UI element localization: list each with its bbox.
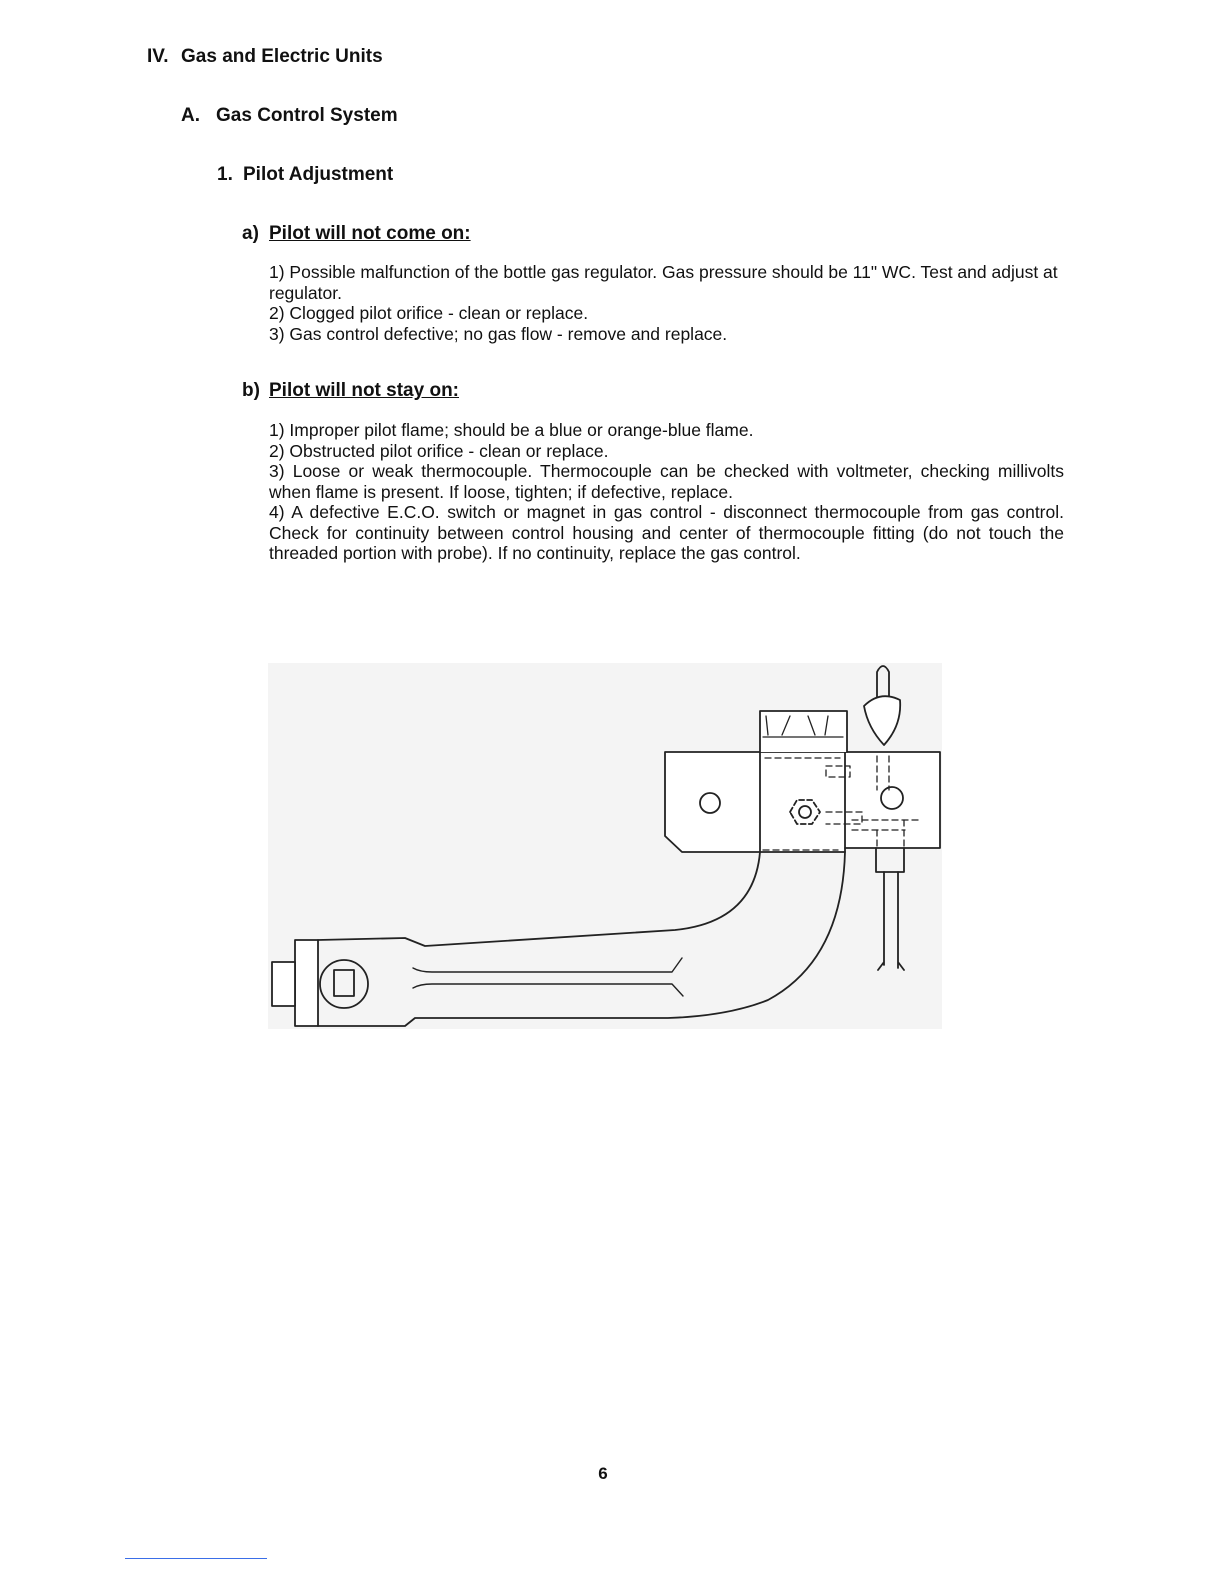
footer-rule xyxy=(125,1558,267,1559)
problem-b-title: Pilot will not stay on: xyxy=(269,380,459,401)
problem-a-step-3: 3) Gas control defective; no gas flow - remove and replace. xyxy=(269,323,728,344)
inlet-flange xyxy=(295,940,318,1026)
problem-a-heading xyxy=(242,223,471,245)
problem-a-steps xyxy=(269,262,1064,344)
item-title: Pilot Adjustment xyxy=(243,164,394,185)
problem-b-step-2: 2) Obstructed pilot orifice - clean or replace. xyxy=(269,440,609,461)
section-heading xyxy=(147,46,383,68)
section-title: Gas and Electric Units xyxy=(181,46,383,67)
problem-a-step-1: 1) Possible malfunction of the bottle gas regulator. Gas pressure should be 11" WC. Test and adjust at regulator. xyxy=(269,262,1058,303)
problem-b-step-3: 3) Loose or weak thermocouple. Thermocouple can be checked with voltmeter, checking millivolts when flame is present. If loose, tighten; if defective, replace. xyxy=(269,461,1064,502)
problem-a-title: Pilot will not come on: xyxy=(269,223,471,244)
pilot-assembly-diagram xyxy=(262,660,952,1035)
item-number: 1. xyxy=(217,164,233,185)
section-number: IV. xyxy=(147,46,169,67)
problem-a-letter: a) xyxy=(242,223,259,244)
mounting-bracket xyxy=(665,752,940,852)
subsection-letter: A. xyxy=(181,105,200,126)
subsection-heading xyxy=(181,105,398,127)
inlet-stub xyxy=(272,962,295,1006)
problem-b-step-1: 1) Improper pilot flame; should be a blue or orange-blue flame. xyxy=(269,420,754,440)
pilot-hood xyxy=(760,711,847,752)
problem-b-steps xyxy=(269,420,1064,564)
problem-b-letter: b) xyxy=(242,380,260,401)
item-heading xyxy=(217,164,393,186)
problem-b-step-4: 4) A defective E.C.O. switch or magnet in gas control - disconnect thermocouple from gas control. Check for continuity between control housing and center of thermocouple fitting (do not touch the threaded portion with probe). If no continuity, replace the gas control. xyxy=(269,502,1064,563)
problem-a-step-2: 2) Clogged pilot orifice - clean or replace. xyxy=(269,303,589,323)
problem-b-heading xyxy=(242,380,459,402)
page-number: 6 xyxy=(598,1464,608,1483)
subsection-title: Gas Control System xyxy=(216,105,398,126)
